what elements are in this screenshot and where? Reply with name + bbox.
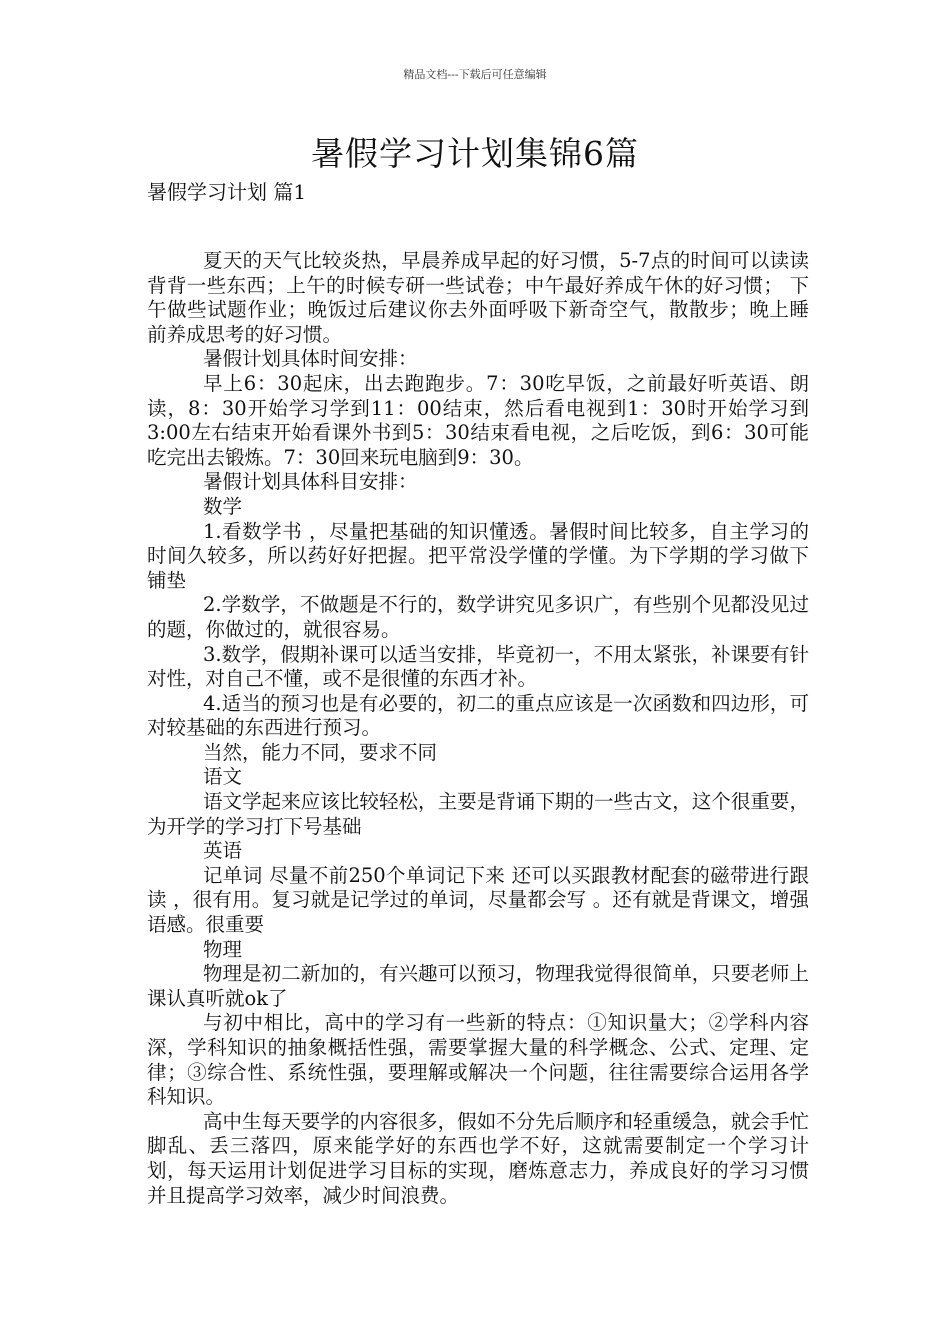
paragraph: 2.学数学，不做题是不行的，数学讲究见多识广，有些别个见都没见过的题，你做过的，就很容易。 <box>147 593 809 641</box>
paragraph: 4.适当的预习也是有必要的，初二的重点应该是一次函数和四边形，可对较基础的东西进行预习。 <box>147 691 809 740</box>
paragraph: 语文学起来应该比较轻松，主要是背诵下期的一些古文，这个很重要，为开学的学习打下号基础 <box>147 790 809 838</box>
section-heading: 物理 <box>203 937 243 961</box>
paragraph: 当然，能力不同，要求不同 <box>203 740 438 764</box>
paragraph: 1.看数学书 ，尽量把基础的知识懂透。暑假时间比较多，自主学习的时间久较多，所以药好好把握。把平常没学懂的学懂。为下学期的学习做下铺垫 <box>147 519 809 592</box>
paragraph: 高中生每天要学的内容很多，假如不分先后顺序和轻重缓急，就会手忙脚乱、丢三落四，原来能学好的东西也学不好，这就需要制定一个学习计划，每天运用计划促进学习目标的实现，磨炼意志力，养成良好的学习习惯并且提高学习效率，减少时间浪费。 <box>147 1109 809 1207</box>
page-header-note: 精品文档---下载后可任意编辑 <box>403 68 547 81</box>
paragraph: 与初中相比，高中的学习有一些新的特点：①知识量大；②学科内容深，学科知识的抽象概括性强，需要掌握大量的科学概念、公式、定理、定律；③综合性、系统性强，要理解或解决一个问题，往往需要综合运用各学科知识。 <box>147 1011 809 1109</box>
paragraph: 暑假计划具体科目安排： <box>203 470 418 494</box>
paragraph: 夏天的天气比较炎热，早晨养成早起的好习惯，5-7点的时间可以读读背背一些东西；上午的时候专研一些试卷；中午最好养成午休的好习惯； 下午做些试题作业；晚饭过后建议你去外面呼吸下新奇空气，散散步；晚上睡前养成思考的好习惯。 <box>147 249 809 346</box>
section-heading: 语文 <box>203 765 243 789</box>
document-title: 暑假学习计划集锦6篇 <box>311 134 639 173</box>
paragraph: 物理是初二新加的，有兴趣可以预习，物理我觉得很简单，只要老师上课认真听就ok了 <box>147 962 809 1010</box>
document-subtitle: 暑假学习计划 篇1 <box>147 180 307 204</box>
paragraph: 早上6：30起床，出去跑跑步。7：30吃早饭，之前最好听英语、朗读，8：30开始学习学到11：00结束，然后看电视到1：30时开始学习到3:00左右结束开始看课外书到5：30结束看电视，之后吃饭，到6：30可能吃完出去锻炼。7：30回来玩电脑到9：30。 <box>147 371 809 469</box>
paragraph: 暑假计划具体时间安排： <box>203 347 418 371</box>
paragraph: 3.数学，假期补课可以适当安排，毕竟初一，不用太紧张，补课要有针对性，对自己不懂，或不是很懂的东西才补。 <box>147 642 809 691</box>
paragraph: 记单词 尽量不前250个单词记下来 还可以买跟教材配套的磁带进行跟读 ，很有用。复习就是记学过的单词，尽量都会写 。还有就是背课文，增强语感。很重要 <box>147 863 809 937</box>
section-heading: 数学 <box>203 494 243 518</box>
section-heading: 英语 <box>203 839 243 863</box>
document-body <box>147 249 809 1208</box>
